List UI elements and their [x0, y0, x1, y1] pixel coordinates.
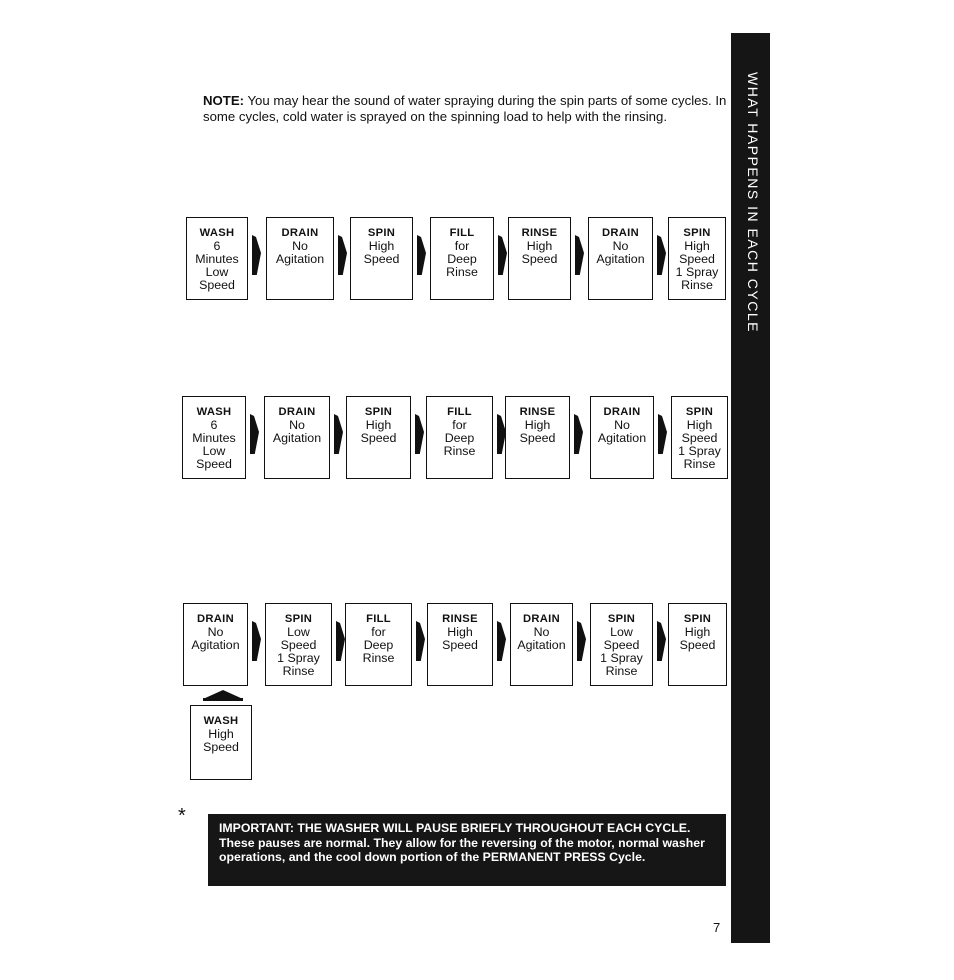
box-title: DRAIN: [603, 406, 641, 418]
flow-arrow-icon: [336, 621, 345, 661]
flow-arrow-icon: [657, 621, 666, 661]
box-line: No: [533, 625, 550, 639]
cycle-step-box: [265, 603, 332, 686]
box-line: No: [614, 418, 630, 432]
box-line: Agitation: [191, 638, 240, 652]
box-line: 1 Spray: [277, 651, 320, 665]
box-title: WASH: [199, 227, 235, 239]
cycle-step-box: [590, 603, 653, 686]
box-line: Agitation: [517, 638, 566, 652]
box-line: Speed: [681, 431, 718, 445]
cycle-step-box: [590, 396, 654, 479]
flow-arrow-icon: [498, 235, 507, 275]
note-label: NOTE:: [203, 93, 245, 108]
note-paragraph: [203, 93, 728, 124]
cycle-step-box: [427, 603, 493, 686]
box-line: Speed: [442, 638, 478, 652]
box-title: DRAIN: [602, 227, 639, 239]
page-number: 7: [713, 920, 721, 935]
cycle-step-box: [264, 396, 330, 479]
flow-arrow-icon: [417, 235, 426, 275]
box-title: SPIN: [284, 613, 313, 625]
cycle-step-box: [505, 396, 570, 479]
box-line: High: [684, 239, 710, 253]
flow-arrow-icon: [252, 621, 261, 661]
box-title: SPIN: [364, 406, 393, 418]
cycle-step-box: [186, 217, 248, 300]
box-line: Speed: [519, 431, 556, 445]
box-title: RINSE: [521, 227, 558, 239]
box-line: High: [524, 418, 551, 432]
box-line: No: [292, 239, 308, 253]
box-title: FILL: [449, 227, 475, 239]
cycle-step-box: [508, 217, 571, 300]
box-title: SPIN: [683, 227, 711, 239]
box-line: High: [208, 727, 234, 741]
box-title: SPIN: [685, 406, 714, 418]
box-line: Deep: [363, 638, 394, 652]
flow-arrow-icon: [334, 414, 343, 454]
box-line: for: [454, 239, 470, 253]
box-line: Low: [610, 625, 633, 639]
box-line: High: [526, 239, 553, 253]
flow-arrow-icon: [252, 235, 261, 275]
box-title: DRAIN: [278, 406, 316, 418]
flow-arrow-icon: [338, 235, 347, 275]
box-line: Speed: [280, 638, 317, 652]
box-line: Speed: [603, 638, 640, 652]
box-line: Rinse: [446, 265, 478, 279]
box-line: Agitation: [596, 252, 645, 266]
box-title: WASH: [203, 715, 239, 727]
box-line: Speed: [363, 252, 400, 266]
box-title: SPIN: [607, 613, 636, 625]
wash-high-speed-box: [190, 705, 252, 780]
side-tab-label: WHAT HAPPENS IN EACH CYCLE: [745, 72, 761, 333]
flow-arrow-icon: [575, 235, 584, 275]
cycle-step-box: [668, 603, 727, 686]
box-line: Agitation: [275, 252, 325, 266]
box-line: High: [368, 239, 395, 253]
box-title: FILL: [447, 406, 472, 418]
cycle-step-box: [510, 603, 573, 686]
flow-arrow-icon: [658, 414, 667, 454]
box-line: 1 Spray: [678, 444, 721, 458]
box-line: Speed: [521, 252, 558, 266]
box-line: Minutes: [195, 252, 239, 266]
box-line: Speed: [199, 278, 235, 292]
box-line: High: [447, 625, 473, 639]
note-text: You may hear the sound of water spraying during the spin parts of some cycles. In some cycles, cold water is sprayed on the spinning load to help with the rinsing.: [203, 93, 727, 124]
flow-arrow-icon: [577, 621, 586, 661]
box-line: Agitation: [597, 431, 647, 445]
box-line: Agitation: [272, 431, 322, 445]
box-title: SPIN: [683, 613, 712, 625]
flow-arrow-icon: [657, 235, 666, 275]
box-title: DRAIN: [197, 613, 234, 625]
box-line: Minutes: [192, 431, 236, 445]
box-title: DRAIN: [281, 227, 319, 239]
box-line: 1 Spray: [675, 265, 719, 279]
box-line: 1 Spray: [600, 651, 643, 665]
box-line: High: [365, 418, 392, 432]
box-title: FILL: [366, 613, 391, 625]
flow-arrow-icon: [497, 621, 506, 661]
box-line: No: [612, 239, 629, 253]
box-line: Rinse: [683, 457, 716, 471]
box-line: 6: [213, 239, 221, 253]
cycle-step-box: [668, 217, 726, 300]
box-line: Speed: [360, 431, 397, 445]
cycle-step-box: [345, 603, 412, 686]
cycle-step-box: [426, 396, 493, 479]
box-line: Speed: [196, 457, 232, 471]
box-line: Speed: [679, 638, 716, 652]
box-line: Rinse: [681, 278, 713, 292]
box-line: for: [452, 418, 467, 432]
box-title: DRAIN: [523, 613, 560, 625]
box-title: RINSE: [519, 406, 556, 418]
cycle-step-box: [671, 396, 728, 479]
box-line: Speed: [679, 252, 715, 266]
box-title: SPIN: [367, 227, 396, 239]
up-arrow-icon: [203, 690, 243, 702]
box-title: RINSE: [442, 613, 478, 625]
cycle-step-box: [266, 217, 334, 300]
flow-arrow-icon: [574, 414, 583, 454]
important-notice: IMPORTANT: THE WASHER WILL PAUSE BRIEFLY THROUGHOUT EACH CYCLE. These pauses are normal. They allow for the reversing of the motor, normal washer operations, and the cool down portion of the PERMANENT PRESS Cycle.: [208, 814, 726, 886]
cycle-step-box: [588, 217, 653, 300]
box-line: Rinse: [443, 444, 476, 458]
box-line: Low: [287, 625, 310, 639]
cycle-step-box: [182, 396, 246, 479]
box-line: 6: [210, 418, 218, 432]
cycle-step-box: [350, 217, 413, 300]
flow-arrow-icon: [415, 414, 424, 454]
box-line: High: [686, 418, 713, 432]
box-line: Speed: [203, 740, 239, 754]
box-line: Deep: [444, 431, 475, 445]
cycle-step-box: [346, 396, 411, 479]
box-line: for: [371, 625, 386, 639]
box-line: Rinse: [282, 664, 315, 678]
box-line: No: [289, 418, 305, 432]
box-line: Low: [205, 265, 229, 279]
box-line: High: [684, 625, 711, 639]
cycle-step-box: [430, 217, 494, 300]
box-line: Deep: [447, 252, 477, 266]
box-line: Rinse: [605, 664, 638, 678]
flow-arrow-icon: [250, 414, 259, 454]
box-line: No: [207, 625, 224, 639]
asterisk-mark: *: [178, 805, 186, 827]
box-line: Low: [202, 444, 226, 458]
flow-arrow-icon: [416, 621, 425, 661]
box-line: Rinse: [362, 651, 395, 665]
cycle-step-box: [183, 603, 248, 686]
box-title: WASH: [196, 406, 232, 418]
